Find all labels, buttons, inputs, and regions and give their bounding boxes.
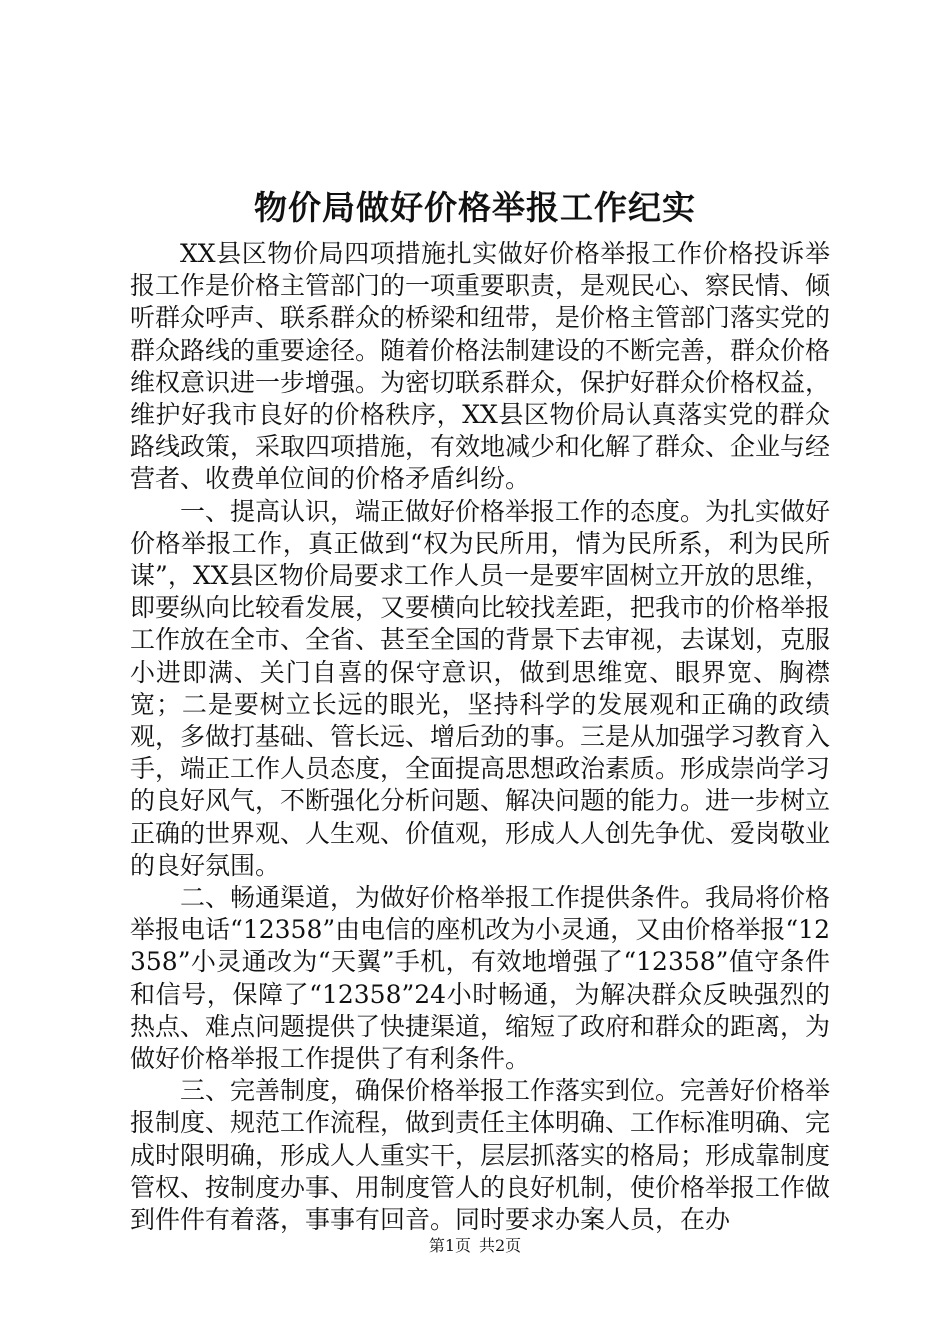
paragraph-section-3: 三、完善制度，确保价格举报工作落实到位。完善好价格举报制度、规范工作流程，做到责任主体明确、工作标准明确、完成时限明确，形成人人重实干，层层抓落实的格局；形成靠制度管权、按制度办事、用制度管人的良好机制，使价格举报工作做到件件有着落，事事有回音。同时要求办案人员，在办 [130, 1076, 831, 1235]
paragraph-section-1: 一、提高认识，端正做好价格举报工作的态度。为扎实做好价格举报工作，真正做到“权为民所用，情为民所系，利为民所谋”，XX县区物价局要求工作人员一是要牢固树立开放的思维，即要纵向比较看发展，又要横向比较找差距，把我市的价格举报工作放在全市、全省、甚至全国的背景下去审视，去谋划，克服小进即满、关门自喜的保守意识，做到思维宽、眼界宽、胸襟宽；二是要树立长远的眼光，坚持科学的发展观和正确的政绩观，多做打基础、管长远、增后劲的事。三是从加强学习教育入手，端正工作人员态度，全面提高思想政治素质。形成崇尚学习的良好风气，不断强化分析问题、解决问题的能力。进一步树立正确的世界观、人生观、价值观，形成人人创先争优、爱岗敬业的良好氛围。 [130, 496, 831, 880]
paragraph-section-2: 二、畅通渠道，为做好价格举报工作提供条件。我局将价格举报电话“12358”由电信的座机改为小灵通，又由价格举报“12358”小灵通改为“天翼”手机，有效地增强了“12358”值守条件和信号，保障了“12358”24小时畅通，为解决群众反映强烈的热点、难点问题提供了快捷渠道，缩短了政府和群众的距离，为做好价格举报工作提供了有利条件。 [130, 883, 831, 1074]
paragraph-intro: XX县区物价局四项措施扎实做好价格举报工作价格投诉举报工作是价格主管部门的一项重要职责，是观民心、察民情、倾听群众呼声、联系群众的桥梁和纽带，是价格主管部门落实党的群众路线的重要途径。随着价格法制建设的不断完善，群众价格维权意识进一步增强。为密切联系群众，保护好群众价格权益，维护好我市良好的价格秩序，XX县区物价局认真落实党的群众路线政策，采取四项措施，有效地减少和化解了群众、企业与经营者、收费单位间的价格矛盾纠纷。 [130, 239, 831, 494]
document-body [130, 238, 830, 1236]
document-title: 物价局做好价格举报工作纪实 [254, 188, 696, 227]
page-number: 第1页 [428, 1236, 471, 1255]
page-footer [0, 1236, 950, 1256]
page-total: 共2页 [479, 1236, 522, 1255]
